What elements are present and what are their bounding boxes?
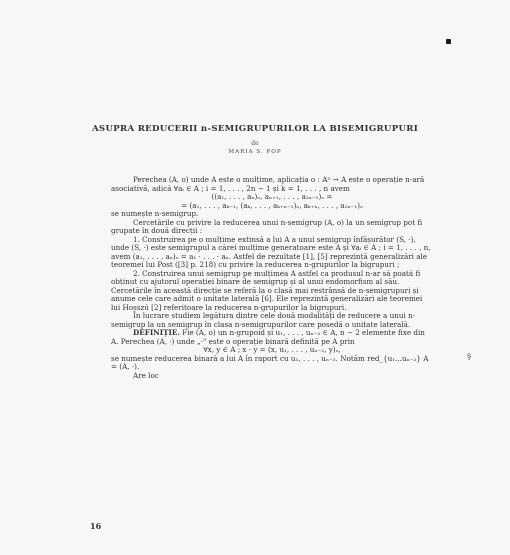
research-paragraph: Cercetările cu privire la reducerea unui n-semigrup (A, o) la un semigrup pot fi grupate în două direcții : (111, 217, 423, 235)
binary-operation-formula: ∀x, y ∈ A ; x · y = (x, u₁, . . . , uₙ₋₂, y)ₒ, (203, 345, 341, 354)
definition-sentence: se numește n-semigrup. (111, 209, 199, 218)
author-name: MARIA S. POP (228, 149, 282, 155)
paper-body (111, 176, 433, 380)
intro-paragraph: Perechea (A, o) unde A este o mulțime, aplicația o : Aⁿ → A este o operație n-ară asociativă, adică ∀aᵢ ∈ A ; i = 1, . . . , 2n − 1 și k = 1, . . . , n avem (111, 175, 425, 193)
study-paragraph: În lucrare studiem legătura dintre cele două modalități de reducere a unui n-semigrup la un semigrup în clasa n-semigrupurilor care posedă o unitate laterală. (111, 311, 416, 329)
margin-mark: ş (467, 351, 472, 360)
associativity-formula-line-2: = (a₁, . . . , aₖ₋₁, (aₖ, . . . , aₖ₊ₙ₋₁)ₒ, aₖ₊ₙ, . . . , a₂ₙ₋₁)ₒ (181, 200, 363, 210)
item-2-paragraph: 2. Construirea unui semigrup pe mulțimea A astfel ca produsul n-ar să poată fi obținut cu ajutorul operației binare de semigrup și al unui endomorfism al său. Cercetările în această direcție se referă la o clasă mai restrânsă de n-semigrupuri și anume cele care admit o unitate laterală [6]. Ele reprezintă generalizări ale teoremei lui Hosszú [2] referitoare la reducerea n-grupurilor la bigrupuri. (111, 268, 423, 312)
associativity-formula-line-1: ((a₁, . . . , aₙ)ₒ, aₙ₊₁, . . . , a₂ₙ₋₁)ₒ = (211, 192, 333, 201)
paper-title: ASUPRA REDUCERII n-SEMIGRUPURILOR LA BISEMIGRUPURI (91, 124, 419, 134)
closing-line: Are loc (133, 370, 159, 380)
author-preposition: de (251, 140, 259, 147)
definition-paragraph (111, 329, 433, 346)
item-1-paragraph: 1. Construirea pe o mulțime extinsă a lui A a unui semigrup înfășurător (S, ·), unde (S, ·) este semigrupul a cărei mulțime generatoare este A și ∀aᵢ ∈ A ; i = 1, . . . , n, avem (a₁, . . . , aₙ)ₒ = a₁ · . . . · aₙ. Astfel de rezultate [1], [5] reprezintă generalizări ale teoremei lui Post ([3] p. 218) cu privire la reducerea n-grupurilor la bigrupuri ; (111, 234, 431, 269)
definition-text: Fie (A, o) un n-grupoid și u₁, . . . , uₙ₋₂ ∈ A, n − 2 elemente fixe din A. Perechea (A, ·) unde „·" este o operație binară definită pe A prin (111, 328, 425, 346)
definition-label: DEFINIȚIE. (133, 328, 180, 337)
page-number: 16 (90, 521, 102, 531)
scan-mark (446, 39, 451, 44)
reduction-paragraph: se numește reducerea binară a lui A în raport cu u₁, . . . , uₙ₋₂. Notăm red_{u₁...uₙ₋₂} A = (A, ·). (111, 353, 429, 371)
